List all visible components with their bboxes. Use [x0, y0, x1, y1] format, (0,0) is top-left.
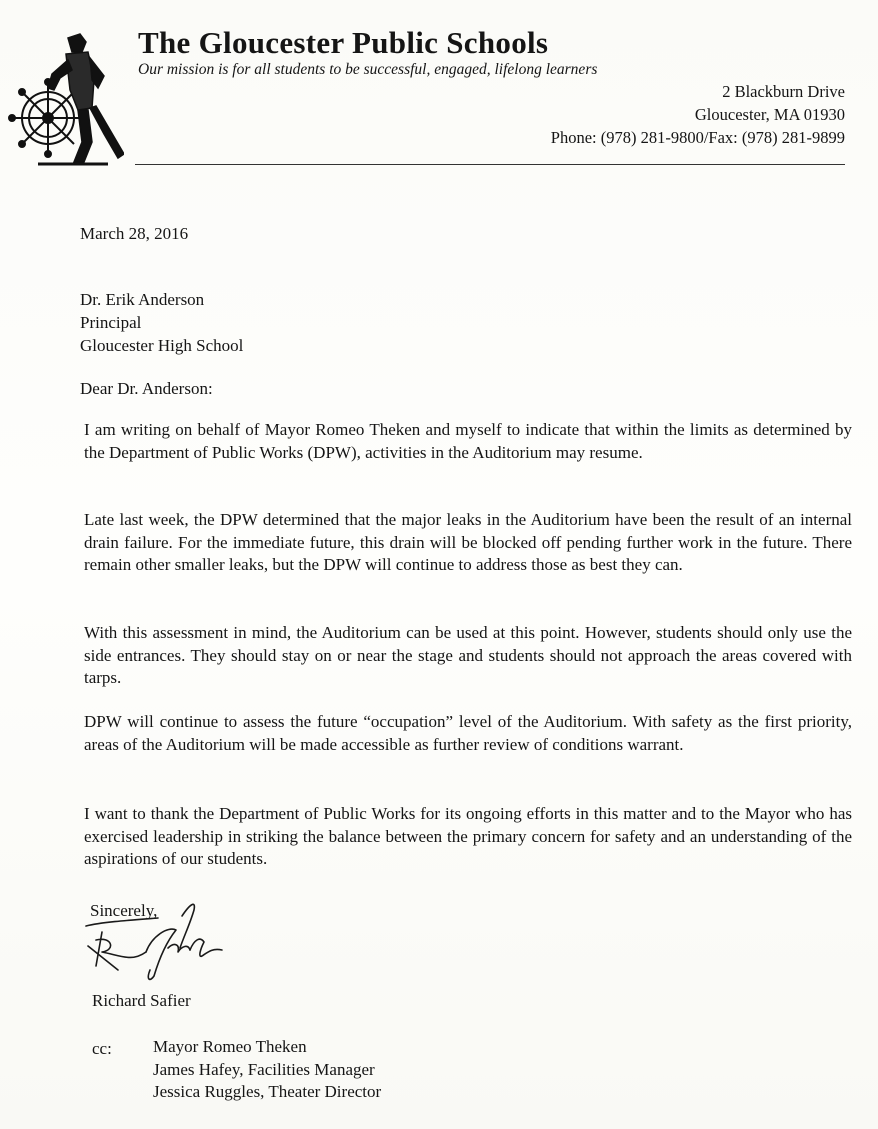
body-paragraph: I want to thank the Department of Public Works for its ongoing efforts in this matter and to the Mayor who has exercised leadership in striking the balance between the primary concern for safety and an understanding of the aspirations of our students.	[84, 804, 852, 868]
address-phone-fax: Phone: (978) 281-9800/Fax: (978) 281-9899	[550, 128, 845, 147]
address-street: 2 Blackburn Drive	[722, 82, 845, 101]
letter-date: March 28, 2016	[80, 224, 189, 243]
address-block	[551, 80, 845, 149]
body-paragraph: With this assessment in mind, the Auditorium can be used at this point. However, students should only use the side entrances. They should stay on or near the stage and students should not approach the areas covered with tarps.	[84, 623, 852, 687]
cc-recipient: Mayor Romeo Theken	[153, 1037, 307, 1056]
recipient-organization: Gloucester High School	[80, 336, 244, 355]
body-paragraph: I am writing on behalf of Mayor Romeo Theken and myself to indicate that within the limits as determined by the Department of Public Works (DPW), activities in the Auditorium may resume.	[84, 420, 852, 462]
school-name-heading: The Gloucester Public Schools	[138, 25, 549, 60]
mission-statement: Our mission is for all students to be successful, engaged, lifelong learners	[138, 61, 598, 78]
helmsman-logo-icon	[8, 30, 124, 170]
address-city: Gloucester, MA 01930	[694, 105, 845, 124]
salutation: Dear Dr. Anderson:	[80, 379, 213, 398]
letterhead-divider	[135, 164, 845, 165]
cc-recipient: Jessica Ruggles, Theater Director	[153, 1082, 382, 1101]
closing: Sincerely,	[90, 901, 158, 920]
recipient-name: Dr. Erik Anderson	[80, 290, 205, 309]
body-paragraph: Late last week, the DPW determined that the major leaks in the Auditorium have been the result of an internal drain failure. For the immediate future, this drain will be blocked off pending further work in the future. There remain other smaller leaks, but the DPW will continue to address those as best they can.	[84, 510, 852, 574]
cc-recipient: James Hafey, Facilities Manager	[153, 1059, 375, 1079]
signer-name: Richard Safier	[92, 991, 191, 1010]
recipient-title: Principal	[80, 313, 142, 332]
cc-list	[153, 1036, 381, 1104]
cc-label: cc:	[92, 1039, 112, 1058]
signature-icon	[72, 896, 232, 986]
recipient-block	[80, 288, 243, 357]
body-paragraph: DPW will continue to assess the future “occupation” level of the Auditorium. With safety as the first priority, areas of the Auditorium will be made accessible as further review of conditions warrant.	[84, 712, 852, 754]
